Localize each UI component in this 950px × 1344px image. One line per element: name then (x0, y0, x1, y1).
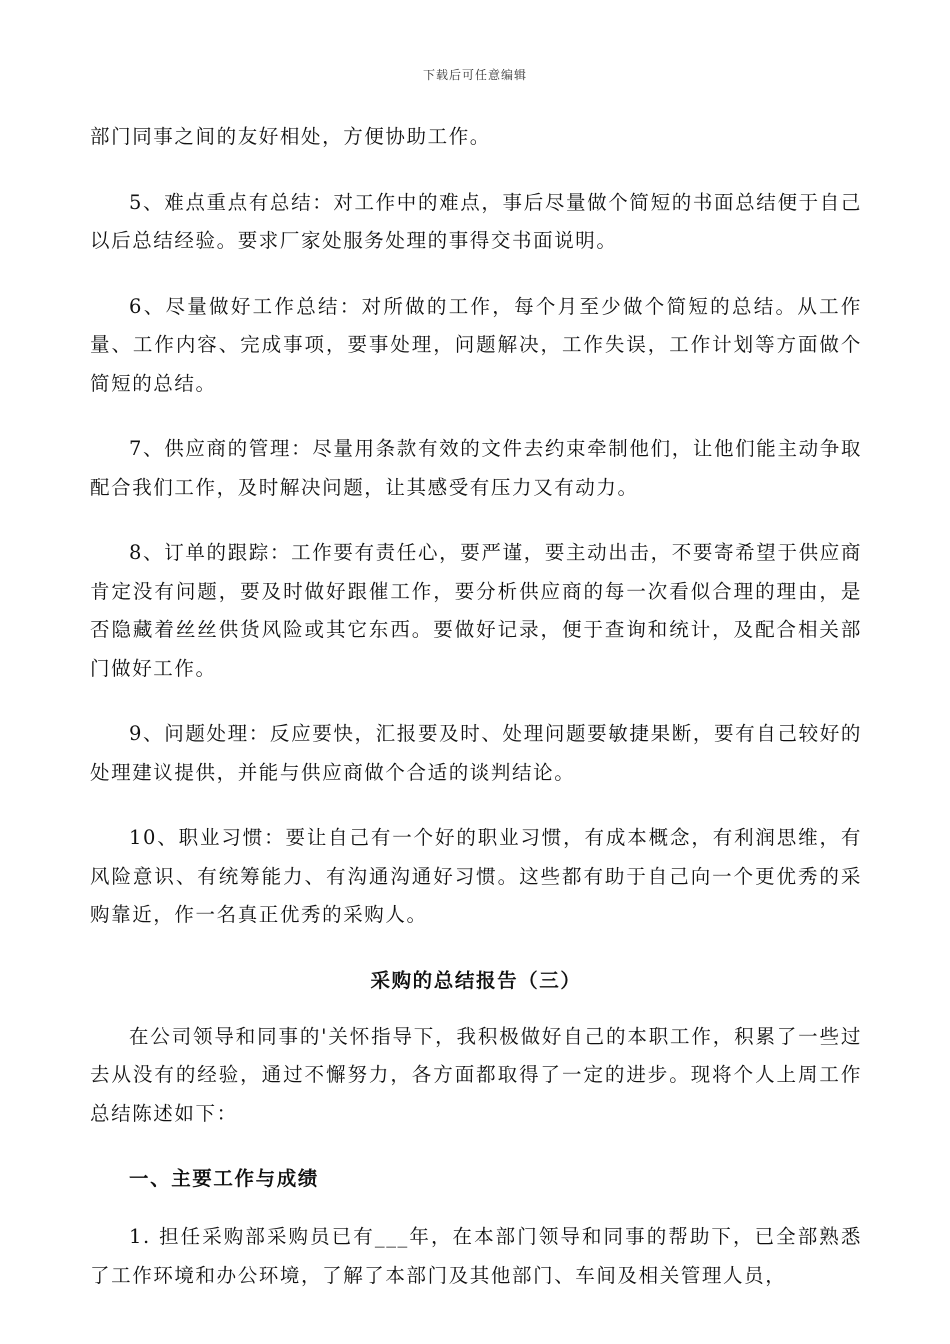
paragraph-item-10: 10、职业习惯：要让自己有一个好的职业习惯，有成本概念，有利润思维，有风险意识、有统筹能力、有沟通沟通好习惯。这些都有助于自己向一个更优秀的采购靠近，作一名真正优秀的采购人。 (90, 826, 862, 926)
page-header: 下载后可任意编辑 (422, 68, 527, 82)
section-title: 采购的总结报告（三） (370, 968, 582, 992)
paragraph-item-5: 5、难点重点有总结：对工作中的难点，事后尽量做个简短的书面总结便于自己以后总结经验。要求厂家处服务处理的事得交书面说明。 (90, 190, 862, 252)
paragraph-item-9: 9、问题处理：反应要快，汇报要及时、处理问题要敏捷果断，要有自己较好的处理建议提供，并能与供应商做个合适的谈判结论。 (90, 722, 862, 784)
paragraph-work-item-1: 1. 担任采购部采购员已有___年，在本部门领导和同事的帮助下，已全部熟悉了工作环境和办公环境，了解了本部门及其他部门、车间及相关管理人员， (90, 1225, 862, 1287)
paragraph-item-6: 6、尽量做好工作总结：对所做的工作，每个月至少做个简短的总结。从工作量、工作内容、完成事项，要事处理，问题解决，工作失误，工作计划等方面做个简短的总结。 (90, 294, 862, 395)
document-body (90, 118, 862, 1322)
paragraph-continuation: 部门同事之间的友好相处，方便协助工作。 (90, 125, 491, 148)
paragraph-item-7: 7、供应商的管理：尽量用条款有效的文件去约束牵制他们，让他们能主动争取配合我们工作，及时解决问题，让其感受有压力又有动力。 (90, 437, 862, 499)
section-heading: 一、主要工作与成绩 (129, 1167, 319, 1190)
intro-paragraph: 在公司领导和同事的'关怀指导下，我积极做好自己的本职工作，积累了一些过去从没有的经验，通过不懈努力，各方面都取得了一定的进步。现将个人上周工作总结陈述如下： (90, 1024, 862, 1125)
paragraph-item-8: 8、订单的跟踪：工作要有责任心，要严谨，要主动出击，不要寄希望于供应商肯定没有问题，要及时做好跟催工作，要分析供应商的每一次看似合理的理由，是否隐藏着丝丝供货风险或其它东西。要做好记录，便于查询和统计，及配合相关部门做好工作。 (90, 541, 862, 680)
